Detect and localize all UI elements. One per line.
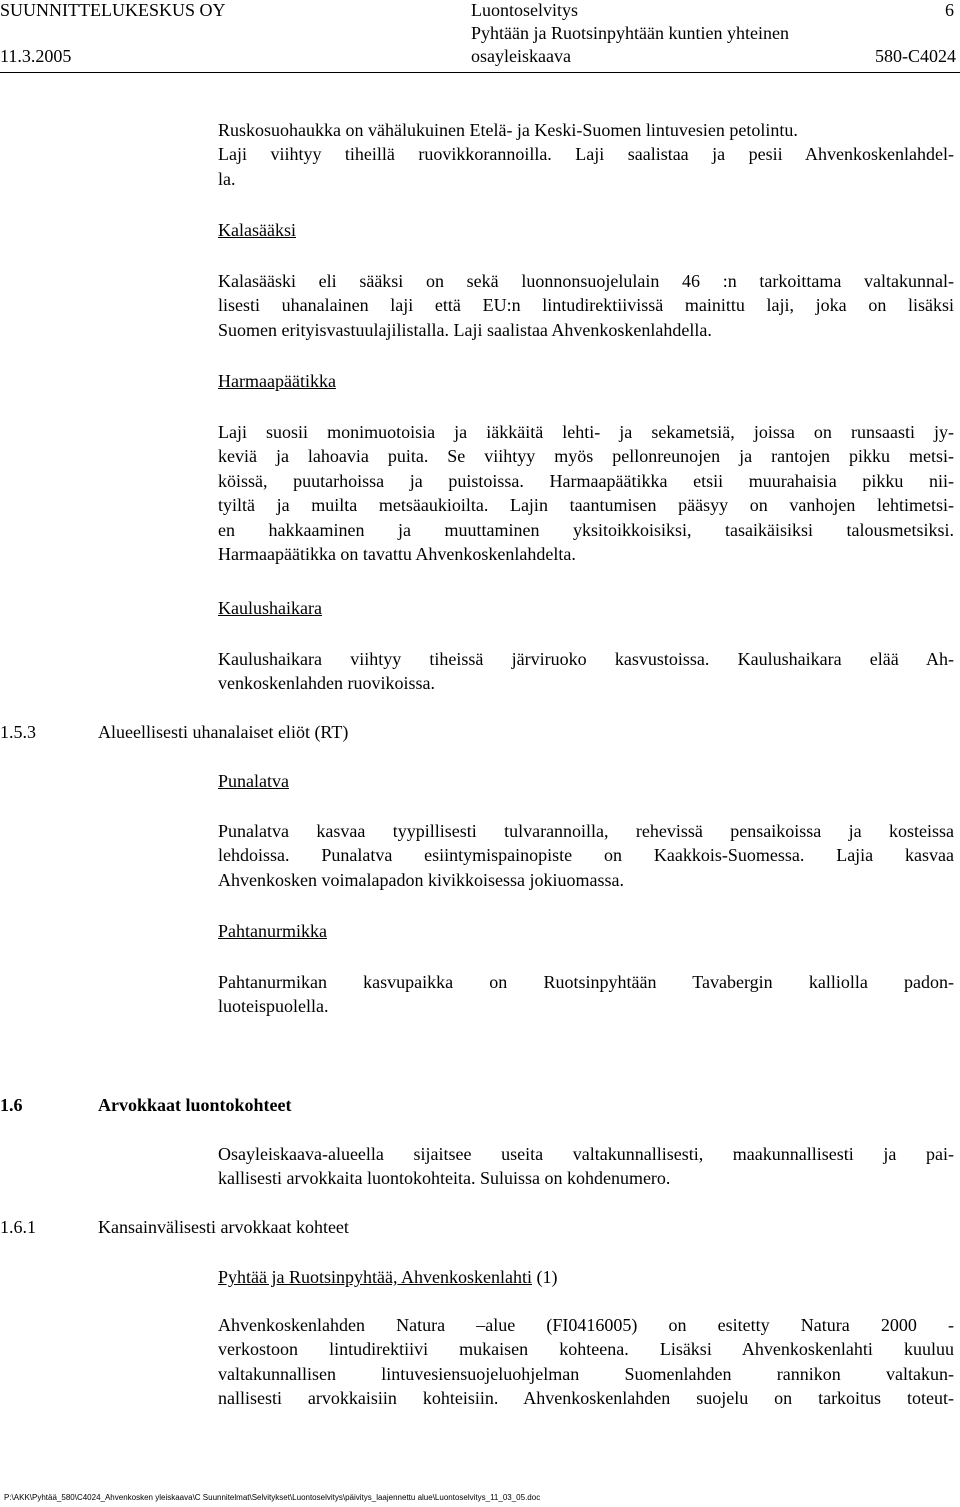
footer-file-path: P:\AKK\Pyhtää_580\C4024_Ahvenkosken yleiskaava\C Suunnitelmat\Selvitykset\Luontoselvitys\päivitys_laajennettu alue\Luontoselvitys_11_03_05.doc — [4, 1493, 541, 1502]
header-date: 11.3.2005 — [0, 46, 72, 66]
kaulushaikara-paragraph — [218, 647, 954, 696]
header-rule — [0, 72, 960, 73]
ahvenkoskenlahti-paragraph — [218, 1313, 954, 1411]
text-line: Laji viihtyy tiheillä ruovikkorannoilla. Laji saalistaa ja pesii Ahvenkoskenlahdel- — [218, 144, 954, 165]
pahtanurmikka-paragraph — [218, 970, 954, 1019]
subheading-kalasaaksi: Kalasääksi — [218, 220, 296, 240]
intro-paragraph — [218, 118, 954, 191]
text-line: luoteispuolella. — [218, 996, 329, 1017]
text-line: kallisesti arvokkaita luontokohteita. Suluissa on kohdenumero. — [218, 1168, 671, 1189]
text-line: valtakunnallisen lintuvesiensuojeluohjelman Suomenlahden rannikon valtakun- — [218, 1363, 954, 1384]
text-line: nallisesti arvokkaisiin kohteisiin. Ahvenkoskenlahden suojelu on tarkoitus toteut- — [218, 1388, 954, 1409]
kalasaaksi-paragraph — [218, 269, 954, 342]
harmaapaatikka-paragraph — [218, 420, 954, 566]
section-title-1-6-1: Kansainvälisesti arvokkaat kohteet — [98, 1217, 349, 1237]
subheading-harmaapaatikka: Harmaapäätikka — [218, 371, 336, 391]
subheading-pahtanurmikka: Pahtanurmikka — [218, 921, 327, 941]
section-title-1-5-3: Alueellisesti uhanalaiset eliöt (RT) — [98, 722, 349, 742]
header-project-line2: osayleiskaava — [471, 46, 571, 66]
subheading-punalatva: Punalatva — [218, 771, 289, 791]
section-number-1-6: 1.6 — [0, 1095, 23, 1115]
header-doc-code: 580-C4024 — [875, 46, 956, 66]
subheading-ahvenkoskenlahti — [218, 1266, 557, 1288]
text-line: Ahvenkosken voimalapadon kivikkoisessa jokiuomassa. — [218, 869, 624, 890]
text-line: lisesti uhanalainen laji että EU:n lintudirektiivissä mainittu laji, joka on lisäksi — [218, 295, 954, 316]
text-line: la. — [218, 168, 236, 189]
header-page-number: 6 — [945, 0, 954, 20]
text-line: Osayleiskaava-alueella sijaitsee useita valtakunnallisesti, maakunnallisesti ja pai- — [218, 1144, 954, 1164]
text-line: tyiltä ja muilta metsäaukioilta. Lajin taantumisen pääsyy on vanhojen lehtimetsi- — [218, 495, 954, 516]
header-report-title: Luontoselvitys — [471, 0, 578, 20]
section-number-1-5-3: 1.5.3 — [0, 722, 36, 742]
text-line: Kaulushaikara viihtyy tiheissä järviruoko kasvustoissa. Kaulushaikara elää Ah- — [218, 649, 954, 669]
text-line: Ruskosuohaukka on vähälukuinen Etelä- ja Keski-Suomen lintuvesien petolintu. — [218, 120, 798, 140]
subheading-kaulushaikara: Kaulushaikara — [218, 598, 322, 618]
text-line: Kalasääski eli sääksi on sekä luonnonsuojelulain 46 :n tarkoittama valtakunnal- — [218, 271, 954, 291]
punalatva-paragraph — [218, 819, 954, 892]
text-line: Punalatva kasvaa tyypillisesti tulvarannoilla, rehevissä pensaikoissa ja kosteissa — [218, 821, 954, 841]
text-line: Suomen erityisvastuulajilistalla. Laji saalistaa Ahvenkoskenlahdella. — [218, 319, 712, 340]
text-line: lehdoissa. Punalatva esiintymispainopiste on Kaakkois-Suomessa. Lajia kasvaa — [218, 845, 954, 866]
text-line: Ahvenkoskenlahden Natura –alue (FI0416005) on esitetty Natura 2000 - — [218, 1315, 954, 1335]
text-line: Harmaapäätikka on tavattu Ahvenkoskenlahdelta. — [218, 543, 576, 564]
subheading-ahvenkoskenlahti-number: (1) — [531, 1267, 558, 1287]
text-line: köissä, puutarhoissa ja puistoissa. Harmaapäätikka etsii muurahaisia pikku nii- — [218, 470, 954, 491]
header-project-line1: Pyhtään ja Ruotsinpyhtään kuntien yhteinen — [471, 23, 789, 43]
header-company: SUUNNITTELUKESKUS OY — [0, 0, 226, 20]
text-line: Pahtanurmikan kasvupaikka on Ruotsinpyhtään Tavabergin kalliolla padon- — [218, 972, 954, 992]
section-number-1-6-1: 1.6.1 — [0, 1217, 36, 1237]
subheading-ahvenkoskenlahti-title: Pyhtää ja Ruotsinpyhtää, Ahvenkoskenlahti — [218, 1267, 532, 1287]
text-line: venkoskenlahden ruovikoissa. — [218, 673, 435, 694]
text-line: keviä ja lahoavia puita. Se viihtyy myös pellonreunojen ja rantojen pikku metsi- — [218, 446, 954, 467]
section-title-1-6: Arvokkaat luontokohteet — [98, 1095, 292, 1115]
text-line: Laji suosii monimuotoisia ja iäkkäitä lehti- ja sekametsiä, joissa on runsaasti jy- — [218, 422, 954, 442]
text-line: verkostoon lintudirektiivi mukaisen kohteena. Lisäksi Ahvenkoskenlahti kuuluu — [218, 1339, 954, 1360]
text-line: en hakkaaminen ja muuttaminen yksitoikkoisiksi, tasaikäisiksi talousmetsiksi. — [218, 519, 954, 540]
section-1-6-paragraph — [218, 1142, 954, 1191]
